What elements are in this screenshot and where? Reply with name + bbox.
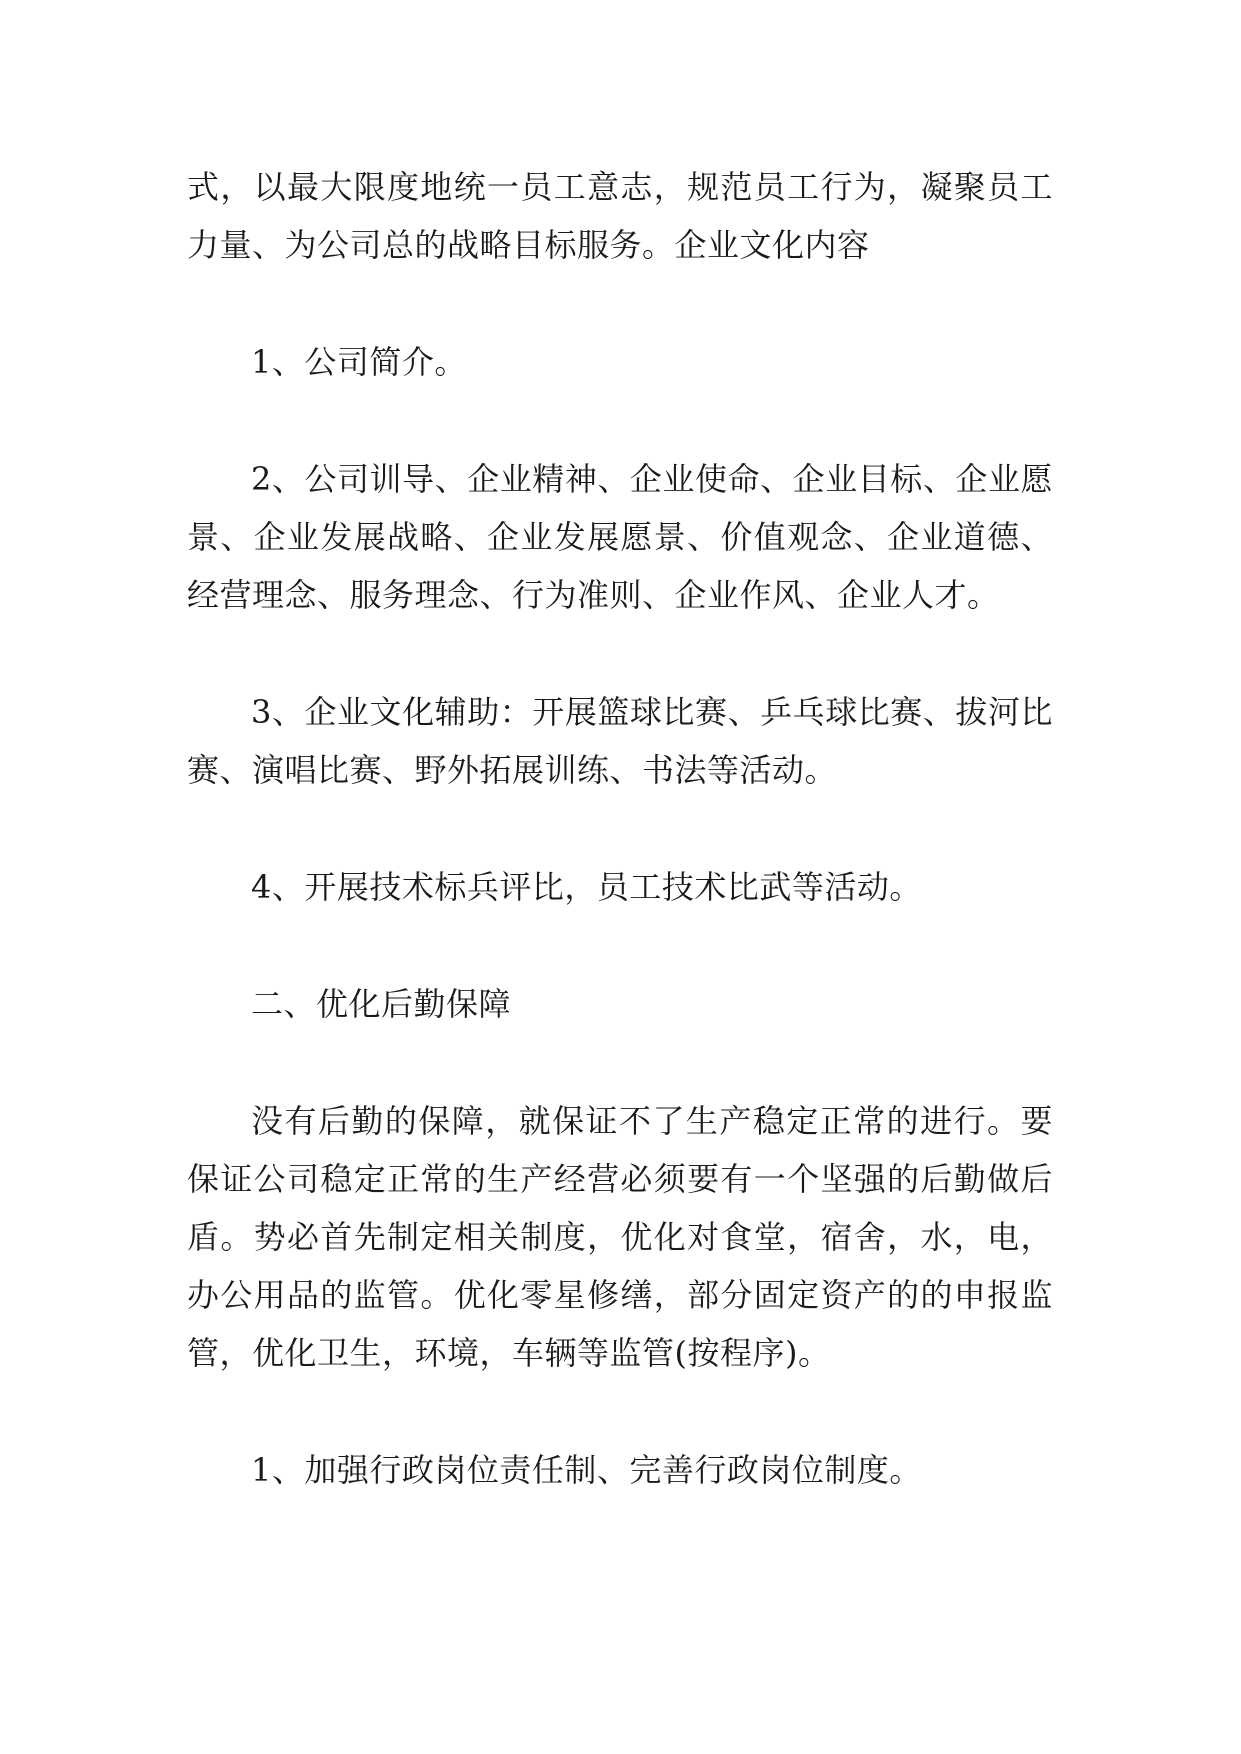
section-heading: 二、优化后勤保障 [251, 985, 512, 1023]
document-body [187, 158, 1053, 1499]
paragraph-item-logistics-1: 1、加强行政岗位责任制、完善行政岗位制度。 [251, 1451, 922, 1489]
paragraph-item-1: 1、公司简介。 [251, 343, 467, 381]
paragraph-item-4: 4、开展技术标兵评比，员工技术比武等活动。 [251, 868, 922, 906]
paragraph-item-3: 3、企业文化辅助：开展篮球比赛、乒乓球比赛、拔河比赛、演唱比赛、野外拓展训练、书法等活动。 [187, 693, 1053, 789]
paragraph-logistics: 没有后勤的保障，就保证不了生产稳定正常的进行。要保证公司稳定正常的生产经营必须要有一个坚强的后勤做后盾。势必首先制定相关制度，优化对食堂，宿舍，水，电，办公用品的监管。优化零星修缮，部分固定资产的的申报监管，优化卫生，环境，车辆等监管(按程序)。 [187, 1102, 1053, 1372]
paragraph-continuation: 式，以最大限度地统一员工意志，规范员工行为，凝聚员工力量、为公司总的战略目标服务。企业文化内容 [187, 168, 1053, 264]
paragraph-item-2: 2、公司训导、企业精神、企业使命、企业目标、企业愿景、企业发展战略、企业发展愿景、价值观念、企业道德、经营理念、服务理念、行为准则、企业作风、企业人才。 [187, 460, 1053, 614]
